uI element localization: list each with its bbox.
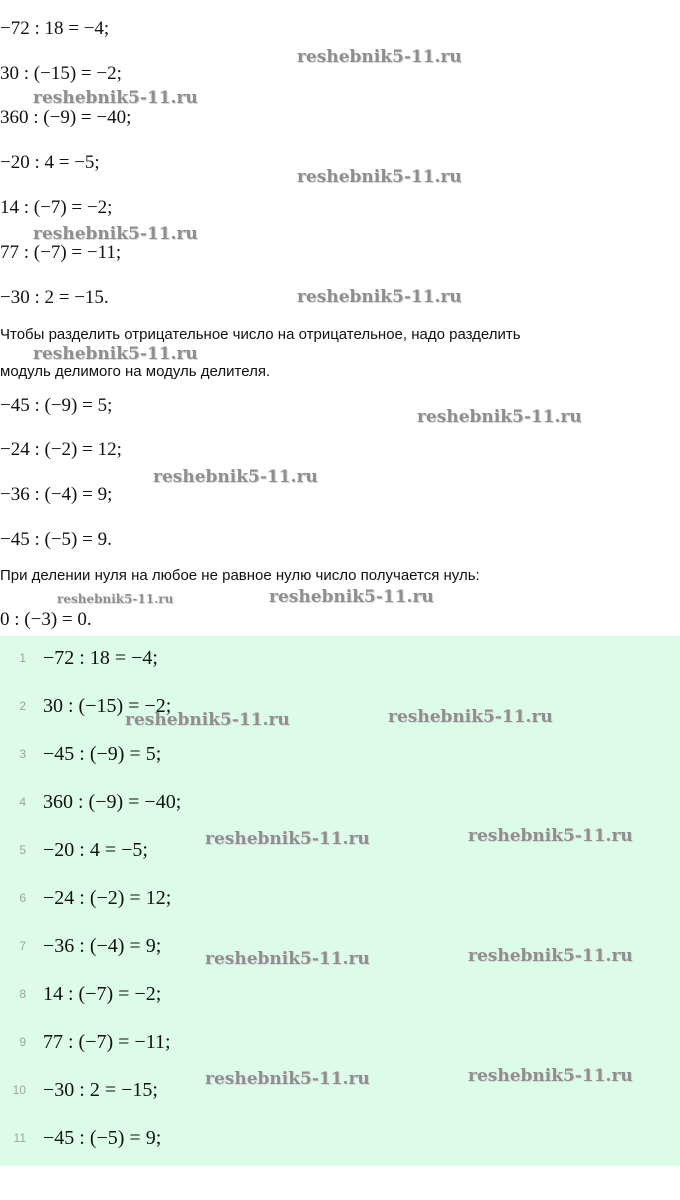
line-number: 3 bbox=[19, 747, 26, 761]
watermark: reshebnik5-11.ru bbox=[153, 467, 318, 487]
answer-row bbox=[0, 692, 680, 722]
watermark: reshebnik5-11.ru bbox=[205, 949, 370, 969]
equation-line: 0 : (−3) = 0. bbox=[0, 609, 92, 630]
line-number: 8 bbox=[19, 987, 26, 1001]
answer-row bbox=[0, 980, 680, 1010]
watermark: reshebnik5-11.ru bbox=[297, 47, 462, 67]
line-number: 11 bbox=[13, 1131, 26, 1145]
watermark: reshebnik5-11.ru bbox=[205, 829, 370, 849]
answer-equation: −24 : (−2) = 12; bbox=[43, 887, 172, 909]
answer-equation: −30 : 2 = −15; bbox=[43, 1079, 158, 1101]
line-number: 4 bbox=[19, 795, 26, 809]
watermark: reshebnik5-11.ru bbox=[125, 710, 290, 730]
equation-line: 30 : (−15) = −2; bbox=[0, 63, 122, 84]
line-number: 10 bbox=[12, 1083, 26, 1097]
watermark: reshebnik5-11.ru bbox=[205, 1069, 370, 1089]
answer-row bbox=[0, 740, 680, 770]
answer-row bbox=[0, 1028, 680, 1058]
line-number: 2 bbox=[19, 699, 26, 713]
watermark: reshebnik5-11.ru bbox=[33, 224, 198, 244]
watermark: reshebnik5-11.ru bbox=[388, 707, 553, 727]
watermark: reshebnik5-11.ru bbox=[468, 826, 633, 846]
rule-text: При делении нуля на любое не равное нулю число получается нуль: bbox=[0, 567, 480, 584]
line-number: 6 bbox=[19, 891, 26, 905]
answer-row bbox=[0, 1124, 680, 1154]
watermark: reshebnik5-11.ru bbox=[297, 167, 462, 187]
equation-line: −30 : 2 = −15. bbox=[0, 287, 109, 308]
watermark: reshebnik5-11.ru bbox=[468, 946, 633, 966]
line-number: 1 bbox=[19, 651, 26, 665]
answer-row bbox=[0, 644, 680, 674]
equation-line: −36 : (−4) = 9; bbox=[0, 484, 113, 505]
equation-line: 360 : (−9) = −40; bbox=[0, 107, 132, 128]
answer-equation: 30 : (−15) = −2; bbox=[43, 695, 172, 717]
line-number: 9 bbox=[19, 1035, 26, 1049]
equation-line: −20 : 4 = −5; bbox=[0, 152, 100, 173]
equation-line: 77 : (−7) = −11; bbox=[0, 242, 122, 263]
answer-equation: −45 : (−5) = 9; bbox=[43, 1127, 162, 1149]
equation-line: −45 : (−5) = 9. bbox=[0, 529, 112, 550]
rule-text: Чтобы разделить отрицательное число на отрицательное, надо разделить bbox=[0, 326, 521, 343]
watermark: reshebnik5-11.ru bbox=[468, 1066, 633, 1086]
watermark: reshebnik5-11.ru bbox=[33, 88, 198, 108]
watermark: reshebnik5-11.ru bbox=[269, 587, 434, 607]
watermark: reshebnik5-11.ru bbox=[417, 407, 582, 427]
answer-equation: 360 : (−9) = −40; bbox=[43, 791, 182, 813]
answer-row bbox=[0, 788, 680, 818]
answer-equation: 77 : (−7) = −11; bbox=[43, 1031, 171, 1053]
answer-equation: 14 : (−7) = −2; bbox=[43, 983, 162, 1005]
rule-text: модуль делимого на модуль делителя. bbox=[0, 363, 271, 380]
equation-line: −72 : 18 = −4; bbox=[0, 18, 110, 39]
line-number: 7 bbox=[19, 939, 26, 953]
answer-equation: −20 : 4 = −5; bbox=[43, 839, 148, 861]
answer-equation: −36 : (−4) = 9; bbox=[43, 935, 162, 957]
line-number: 5 bbox=[19, 843, 26, 857]
answer-row bbox=[0, 884, 680, 914]
answer-block bbox=[0, 636, 680, 1166]
equation-line: −45 : (−9) = 5; bbox=[0, 395, 113, 416]
equation-line: −24 : (−2) = 12; bbox=[0, 439, 122, 460]
watermark: reshebnik5-11.ru bbox=[297, 287, 462, 307]
watermark: reshebnik5-11.ru bbox=[33, 344, 198, 364]
watermark: reshebnik5-11.ru bbox=[57, 592, 174, 606]
answer-equation: −72 : 18 = −4; bbox=[43, 647, 158, 669]
equation-line: 14 : (−7) = −2; bbox=[0, 197, 113, 218]
answer-equation: −45 : (−9) = 5; bbox=[43, 743, 162, 765]
